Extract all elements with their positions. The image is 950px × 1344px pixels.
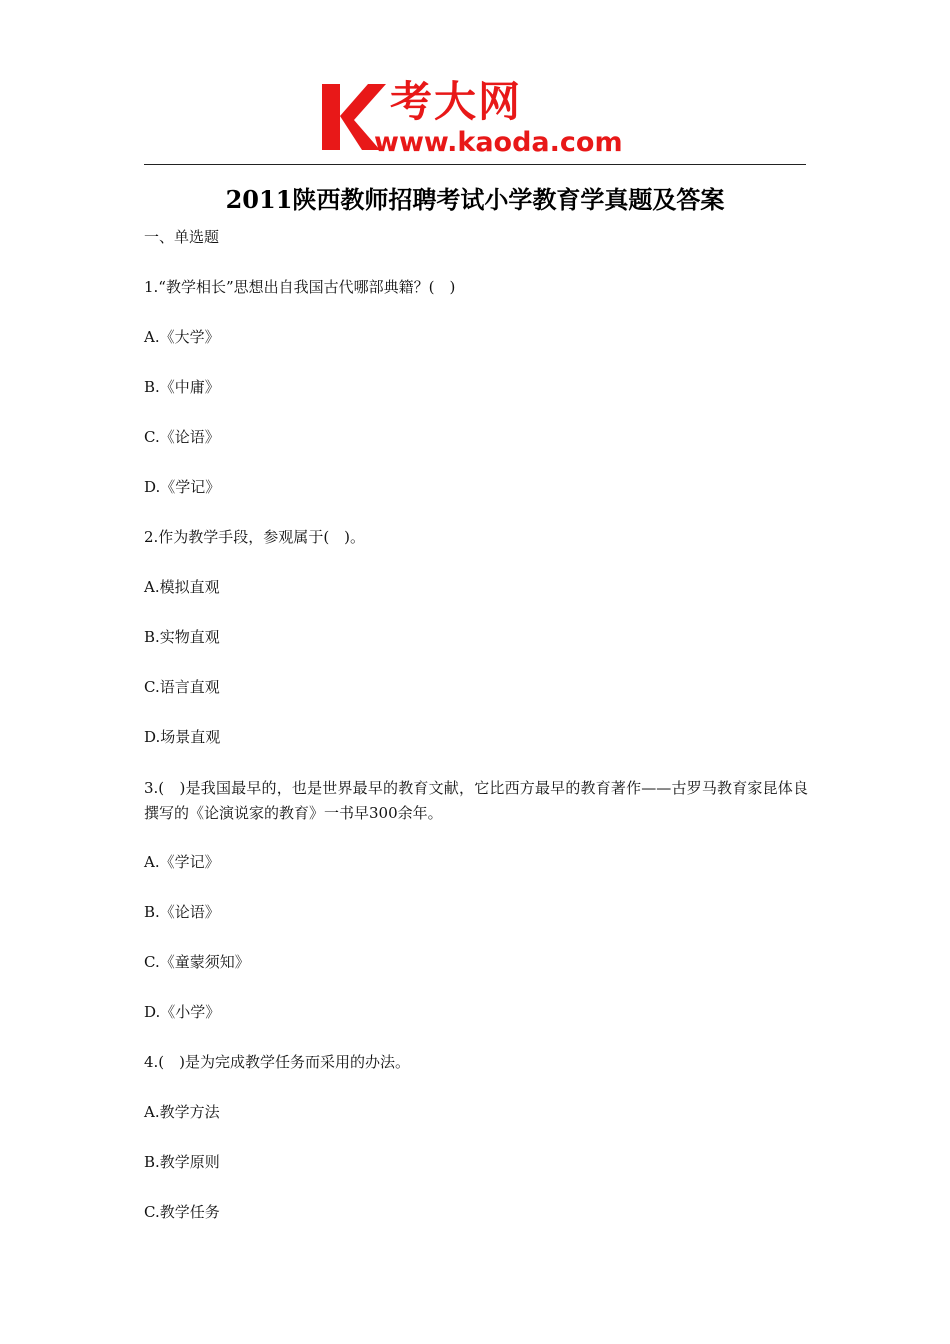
q2-option-d: D.场景直观	[144, 728, 221, 746]
logo-url-text: www.kaoda.com	[374, 127, 623, 158]
header-divider	[144, 164, 806, 165]
q3-option-b: B.《论语》	[144, 903, 220, 921]
q4-option-b: B.教学原则	[144, 1153, 220, 1171]
q2-option-a: A.模拟直观	[144, 578, 220, 596]
logo-chinese-text: 考大网	[390, 77, 523, 126]
document-title: 2011陕西教师招聘考试小学教育学真题及答案	[225, 185, 725, 214]
q1-option-c: C.《论语》	[144, 428, 220, 446]
q1-option-d: D.《学记》	[144, 478, 221, 496]
kaoda-logo	[318, 76, 648, 162]
q4-option-c: C.教学任务	[144, 1203, 220, 1221]
q4-option-a: A.教学方法	[144, 1103, 220, 1121]
section-heading: 一、单选题	[144, 228, 220, 246]
q3-option-d: D.《小学》	[144, 1003, 221, 1021]
question-3: 3.( )是我国最早的，也是世界最早的教育文献，它比西方最早的教育著作——古罗马教育家昆体良撰写的《论演说家的教育》一书早300余年。	[144, 779, 808, 822]
q2-option-b: B.实物直观	[144, 628, 220, 646]
q1-option-b: B.《中庸》	[144, 378, 220, 396]
question-list	[144, 276, 808, 1251]
q3-option-a: A.《学记》	[144, 853, 220, 871]
q2-option-c: C.语言直观	[144, 678, 220, 696]
question-2: 2.作为教学手段，参观属于( )。	[144, 528, 366, 546]
q3-option-c: C.《童蒙须知》	[144, 953, 250, 971]
q1-option-a: A.《大学》	[144, 328, 220, 346]
question-1: 1.“教学相长”思想出自我国古代哪部典籍？( )	[144, 278, 456, 296]
question-4: 4.( )是为完成教学任务而采用的办法。	[144, 1053, 411, 1071]
